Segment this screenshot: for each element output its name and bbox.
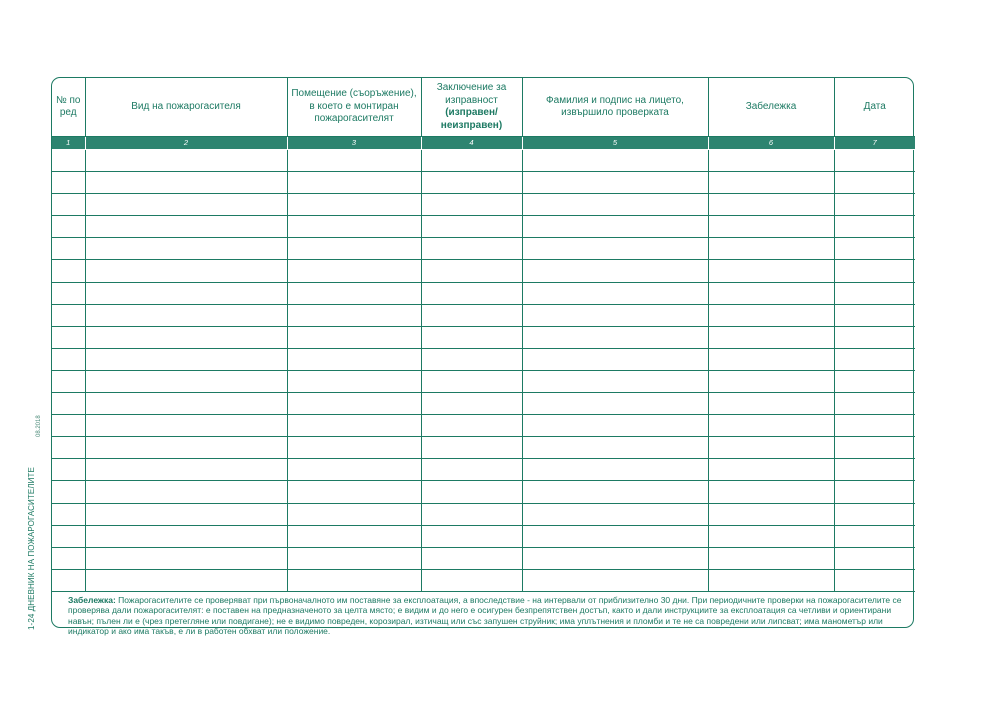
log-cell[interactable]: [421, 150, 522, 172]
log-cell[interactable]: [522, 370, 708, 392]
log-cell[interactable]: [287, 415, 421, 437]
log-cell[interactable]: [522, 326, 708, 348]
log-row: [52, 459, 915, 481]
log-cell[interactable]: [421, 459, 522, 481]
log-cell[interactable]: [85, 326, 287, 348]
log-cell[interactable]: [287, 503, 421, 525]
form-revision-date: 08.2018: [36, 415, 42, 437]
log-row: [52, 370, 915, 392]
log-cell[interactable]: [287, 437, 421, 459]
log-cell[interactable]: [52, 569, 85, 591]
log-cell[interactable]: [708, 393, 834, 415]
log-cell[interactable]: [421, 282, 522, 304]
log-cell[interactable]: [834, 326, 915, 348]
log-cell[interactable]: [85, 216, 287, 238]
log-cell[interactable]: [522, 238, 708, 260]
log-cell[interactable]: [834, 238, 915, 260]
log-cell[interactable]: [522, 525, 708, 547]
column-number: 6: [708, 137, 834, 150]
log-cell[interactable]: [834, 304, 915, 326]
log-cell[interactable]: [708, 282, 834, 304]
log-cell[interactable]: [52, 326, 85, 348]
note-row: [52, 591, 915, 637]
log-cell[interactable]: [85, 481, 287, 503]
log-cell[interactable]: [421, 503, 522, 525]
log-cell[interactable]: [287, 326, 421, 348]
log-cell[interactable]: [421, 172, 522, 194]
header-remark: Забележка: [708, 78, 834, 137]
log-cell[interactable]: [421, 238, 522, 260]
log-cell[interactable]: [52, 547, 85, 569]
log-cell[interactable]: [85, 150, 287, 172]
log-cell[interactable]: [52, 481, 85, 503]
fire-extinguisher-log-table: [51, 77, 914, 637]
log-cell[interactable]: [708, 370, 834, 392]
log-cell[interactable]: [287, 569, 421, 591]
log-cell[interactable]: [52, 393, 85, 415]
log-cell[interactable]: [52, 503, 85, 525]
log-row: [52, 238, 915, 260]
log-cell[interactable]: [522, 547, 708, 569]
log-cell[interactable]: [522, 216, 708, 238]
log-cell[interactable]: [834, 172, 915, 194]
column-number-row: [52, 137, 915, 150]
log-row: [52, 150, 915, 172]
log-cell[interactable]: [834, 437, 915, 459]
log-cell[interactable]: [52, 348, 85, 370]
log-cell[interactable]: [85, 348, 287, 370]
log-row: [52, 437, 915, 459]
log-row: [52, 260, 915, 282]
log-cell[interactable]: [708, 569, 834, 591]
log-cell[interactable]: [85, 304, 287, 326]
form-code: 1-24 ДНЕВНИК НА ПОЖАРОГАСИТЕЛИТЕ: [27, 467, 36, 630]
log-cell[interactable]: [708, 150, 834, 172]
log-cell[interactable]: [522, 348, 708, 370]
log-cell[interactable]: [287, 370, 421, 392]
log-row: [52, 326, 915, 348]
log-cell[interactable]: [522, 569, 708, 591]
log-cell[interactable]: [287, 393, 421, 415]
log-row: [52, 282, 915, 304]
log-cell[interactable]: [522, 260, 708, 282]
log-cell[interactable]: [834, 459, 915, 481]
log-cell[interactable]: [708, 326, 834, 348]
log-row: [52, 172, 915, 194]
log-cell[interactable]: [522, 415, 708, 437]
log-cell[interactable]: [834, 503, 915, 525]
log-cell[interactable]: [834, 415, 915, 437]
log-cell[interactable]: [421, 216, 522, 238]
log-row: [52, 304, 915, 326]
log-cell[interactable]: [421, 437, 522, 459]
log-cell[interactable]: [287, 525, 421, 547]
log-cell[interactable]: [52, 525, 85, 547]
log-cell[interactable]: [834, 525, 915, 547]
log-cell[interactable]: [85, 459, 287, 481]
log-cell[interactable]: [834, 348, 915, 370]
header-row: [52, 78, 915, 137]
log-cell[interactable]: [85, 260, 287, 282]
log-cell[interactable]: [85, 547, 287, 569]
log-row: [52, 481, 915, 503]
log-cell[interactable]: [421, 370, 522, 392]
log-cell[interactable]: [52, 150, 85, 172]
log-cell[interactable]: [421, 326, 522, 348]
log-cell[interactable]: [287, 481, 421, 503]
log-row: [52, 547, 915, 569]
log-cell[interactable]: [834, 194, 915, 216]
column-number: 1: [52, 137, 85, 150]
log-cell[interactable]: [708, 172, 834, 194]
log-cell[interactable]: [287, 172, 421, 194]
header-condition: [421, 78, 522, 137]
column-number: 7: [834, 137, 915, 150]
log-cell[interactable]: [522, 304, 708, 326]
log-cell[interactable]: [522, 437, 708, 459]
log-cell[interactable]: [287, 194, 421, 216]
log-cell[interactable]: [421, 348, 522, 370]
log-cell[interactable]: [522, 481, 708, 503]
log-entries: [52, 150, 915, 592]
log-cell[interactable]: [421, 415, 522, 437]
note-text: Пожарогасителите се проверяват при първоначалното им поставяне за експлоатация, а впоследствие - на интервали от приблизително 30 дни. При периодичните проверки на пожарогасителите се проверява дали пожарогасителят: е поставен на предназначеното за целта място; е видим и до него е осигурен безпрепятствен достъп, както и дали инструкциите за експлоатация са четливи и ориентирани навън; пълен ли е (чрез претегляне или повдигане); не е видимо повреден, корозирал, изтичащ или със запушен струйник; има уплътнения и пломби и те не са повредени или липсват; има манометър или индикатор и ако има такъв, е ли в работен обхват или положение.: [68, 594, 902, 637]
log-cell[interactable]: [287, 150, 421, 172]
log-cell[interactable]: [421, 260, 522, 282]
log-cell[interactable]: [834, 150, 915, 172]
log-cell[interactable]: [834, 282, 915, 304]
log-row: [52, 348, 915, 370]
log-cell[interactable]: [522, 459, 708, 481]
log-cell[interactable]: [85, 238, 287, 260]
log-cell[interactable]: [522, 194, 708, 216]
log-row: [52, 525, 915, 547]
log-cell[interactable]: [708, 459, 834, 481]
log-cell[interactable]: [287, 348, 421, 370]
log-cell[interactable]: [522, 172, 708, 194]
log-cell[interactable]: [52, 282, 85, 304]
log-cell[interactable]: [287, 304, 421, 326]
header-inspector: Фамилия и подпис на лицето, извършило проверката: [522, 78, 708, 137]
note-cell: [52, 591, 915, 637]
log-cell[interactable]: [421, 393, 522, 415]
log-cell[interactable]: [421, 304, 522, 326]
log-cell[interactable]: [287, 282, 421, 304]
log-cell[interactable]: [287, 238, 421, 260]
log-row: [52, 503, 915, 525]
log-cell[interactable]: [85, 282, 287, 304]
note-title: Забележка:: [68, 594, 116, 605]
log-cell[interactable]: [287, 547, 421, 569]
log-cell[interactable]: [421, 525, 522, 547]
log-cell[interactable]: [834, 547, 915, 569]
log-cell[interactable]: [85, 194, 287, 216]
column-number: 4: [421, 137, 522, 150]
header-room: Помещение (съоръжение), в което е монтиран пожарогасителят: [287, 78, 421, 137]
log-cell[interactable]: [52, 370, 85, 392]
log-cell[interactable]: [421, 481, 522, 503]
log-cell[interactable]: [834, 393, 915, 415]
log-cell[interactable]: [708, 216, 834, 238]
header-condition-options: (изправен/ неизправен): [440, 107, 503, 131]
log-cell[interactable]: [421, 194, 522, 216]
log-cell[interactable]: [522, 150, 708, 172]
header-extinguisher-type: Вид на пожарогасителя: [85, 78, 287, 137]
log-cell[interactable]: [834, 260, 915, 282]
log-cell[interactable]: [708, 194, 834, 216]
log-cell[interactable]: [52, 216, 85, 238]
log-cell[interactable]: [85, 415, 287, 437]
log-row: [52, 194, 915, 216]
log-cell[interactable]: [52, 260, 85, 282]
log-cell[interactable]: [708, 525, 834, 547]
header-date: Дата: [834, 78, 915, 137]
log-cell[interactable]: [85, 172, 287, 194]
log-cell[interactable]: [522, 503, 708, 525]
column-number: 3: [287, 137, 421, 150]
log-cell[interactable]: [522, 282, 708, 304]
log-cell[interactable]: [85, 437, 287, 459]
log-cell[interactable]: [52, 194, 85, 216]
log-cell[interactable]: [834, 370, 915, 392]
log-row: [52, 216, 915, 238]
log-cell[interactable]: [708, 437, 834, 459]
log-cell[interactable]: [708, 503, 834, 525]
log-cell[interactable]: [834, 216, 915, 238]
log-cell[interactable]: [52, 437, 85, 459]
log-cell[interactable]: [287, 260, 421, 282]
log-cell[interactable]: [52, 415, 85, 437]
header-row-number: № по ред: [52, 78, 85, 137]
log-cell[interactable]: [287, 216, 421, 238]
log-cell[interactable]: [52, 238, 85, 260]
log-cell[interactable]: [287, 459, 421, 481]
log-cell[interactable]: [708, 415, 834, 437]
log-cell[interactable]: [52, 172, 85, 194]
log-cell[interactable]: [85, 525, 287, 547]
log-cell[interactable]: [85, 393, 287, 415]
log-cell[interactable]: [421, 569, 522, 591]
header-condition-label: Заключение за изправност: [436, 82, 507, 106]
log-cell[interactable]: [834, 481, 915, 503]
log-cell[interactable]: [834, 569, 915, 591]
log-cell[interactable]: [708, 348, 834, 370]
log-cell[interactable]: [52, 459, 85, 481]
log-row: [52, 393, 915, 415]
log-cell[interactable]: [421, 547, 522, 569]
log-cell[interactable]: [85, 503, 287, 525]
log-cell[interactable]: [708, 238, 834, 260]
log-row: [52, 569, 915, 591]
log-cell[interactable]: [52, 304, 85, 326]
log-cell[interactable]: [708, 260, 834, 282]
log-cell[interactable]: [522, 393, 708, 415]
log-row: [52, 415, 915, 437]
column-number: 2: [85, 137, 287, 150]
log-cell[interactable]: [708, 481, 834, 503]
log-cell[interactable]: [708, 547, 834, 569]
log-cell[interactable]: [708, 304, 834, 326]
column-number: 5: [522, 137, 708, 150]
log-cell[interactable]: [85, 370, 287, 392]
log-cell[interactable]: [85, 569, 287, 591]
